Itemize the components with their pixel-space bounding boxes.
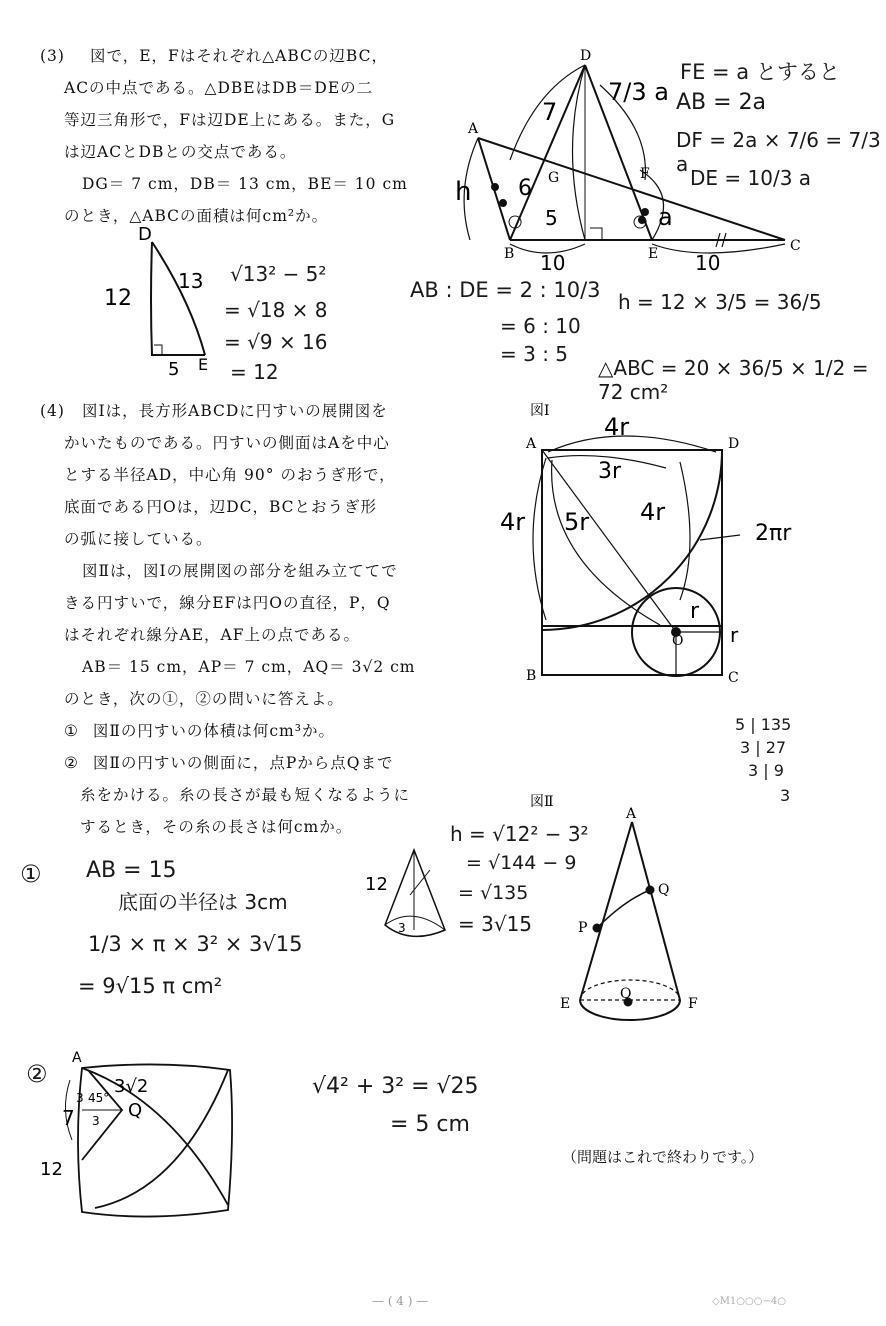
q3-tri-d: D [138,224,152,245]
q3-number: (3) [40,47,65,65]
q4-sub2-line-2: 糸をかける。糸の長さが最も短くなるように [80,786,411,804]
q4-sub2-line-1: 図Ⅱの円すいの側面に，点Pから点Qまで [92,754,394,772]
q3-label-f: F [640,166,650,182]
q2-sketch [65,1064,232,1216]
small-cone-3: 3 [398,921,406,935]
fig1-title: 図Ⅰ [530,403,550,419]
q4-line-9: AB＝ 15 cm，AP＝ 7 cm，AQ＝ 3√2 cm [82,658,416,676]
small-cone-sketch [385,850,445,936]
q4-div-3: 3 | 9 [748,761,784,780]
q3-note-de: DE = 10/3 a [690,166,812,190]
small-cone-12: 12 [365,874,388,895]
page-number: — ( 4 ) — [372,1294,429,1308]
q4-sub2-line-3: するとき，その糸の長さは何cmか。 [80,818,353,836]
q2-sketch-7: 7 [62,1106,75,1130]
fig1-label-d: D [728,436,740,452]
q4-line-1: 図Ⅰは，長方形ABCDに円すいの展開図を [82,402,388,420]
q2-sketch-3b: 3 [92,1114,100,1128]
q3-label-c: C [790,238,801,254]
q3-ratio-1: AB : DE = 2 : 10/3 [410,278,601,302]
q3-tri-e: E [198,355,209,374]
q2-sketch-q: Q [128,1100,143,1121]
fig2-label-f: F [688,996,698,1012]
h-calc-1: h = √12² − 3² [450,822,589,846]
fig2-label-a: A [626,806,637,822]
q2-sketch-3a: 3 [76,1091,84,1105]
q4-line-4: 底面である円Oは，辺DC，BCとおうぎ形 [64,498,378,516]
q4-line-10: のとき，次の①，②の問いに答えよ。 [64,690,344,708]
q3-note-df: DF = 2a × 7/6 = 7/3 a [676,128,881,176]
fig2-label-o: O [620,986,632,1002]
q4-line-3: とする半径AD，中心角 90° のおうぎ形で， [64,466,396,484]
ans1-ab15: AB = 15 [86,858,177,883]
ans2-length: = 5 cm [390,1112,470,1137]
q3-fig-7: 7 [542,98,558,126]
q3-fig-10b: 10 [695,251,721,275]
q3-tri-13: 13 [178,269,204,293]
q3-fig-73a: 7/3 a [608,78,669,106]
ans1-mark: ① [20,860,42,888]
fig1-note-4r-mid: 4r [640,498,666,526]
q3-note-fe: FE = a とすると [680,60,840,84]
ans2-pythagoras: √4² + 3² = √25 [312,1074,479,1099]
q3-fig-6: 6 [518,176,532,201]
document-code: ◇M1○○○−4○ [712,1296,786,1307]
q4-sub1-mark: ① [64,722,79,740]
fig1-note-r2: r [730,623,739,647]
fig1-note-5r: 5r [564,508,590,536]
q3-ratio-3: = 3 : 5 [500,342,569,366]
q3-label-b: B [504,246,515,262]
end-note: （問題はこれで終わりです。） [562,1148,764,1166]
q3-fig-10a: 10 [540,251,566,275]
q4-sub1-text: 図Ⅱの円すいの体積は何cm³か。 [92,722,335,740]
q4-line-2: かいたものである。円すいの側面はAを中心 [64,434,390,452]
fig2-label-p: P [578,920,588,936]
fig1-label-a: A [526,436,537,452]
q4-number: (4) [40,402,65,420]
q3-note-area: △ABC = 20 × 36/5 × 1/2 = 72 cm² [598,356,869,404]
q2-sketch-12: 12 [40,1159,63,1180]
q3-label-a: A [468,121,479,137]
q4-line-8: はそれぞれ線分AE，AF上の点である。 [64,626,360,644]
fig2-label-q: Q [658,882,670,898]
q3-calc-1: √13² − 5² [230,262,327,286]
q4-div-4: 3 [780,786,791,805]
q2-sketch-45: 45° [88,1091,110,1105]
q3-line-4: は辺ACとDBとの交点である。 [64,143,297,161]
fig1-note-r: r [690,599,700,624]
fig1-label-c: C [728,670,739,686]
ans1-volume: 1/3 × π × 3² × 3√15 [88,932,303,956]
q3-note-ab: AB = 2a [676,90,767,115]
q4-line-7: きる円すいで，線分EFは円Oの直径，P，Q [64,594,391,612]
q3-ratio-2: = 6 : 10 [500,314,581,338]
q2-sketch-32: 3√2 [114,1076,149,1097]
h-calc-2: = √144 − 9 [466,852,577,874]
q3-line-1: 図で，E，Fはそれぞれ△ABCの辺BC， [90,47,388,65]
q4-div-2: 3 | 27 [740,738,787,757]
fig1-label-b: B [526,668,537,684]
h-calc-3: = √135 [458,882,529,904]
ans2-mark: ② [26,1060,48,1088]
fig1-rectangle [533,436,740,676]
q2-sketch-a: A [72,1050,82,1066]
q3-label-d: D [580,48,592,64]
q4-div-1: 5 | 135 [735,715,792,734]
q4-line-6: 図Ⅱは，図Ⅰの展開図の部分を組み立ててで [82,562,398,580]
q3-line-2: ACの中点である。△DBEはDB＝DEの二 [64,79,374,97]
fig1-label-o: O [672,633,684,649]
q3-fig-5: 5 [545,206,558,230]
q3-calc-3: = √9 × 16 [224,330,328,354]
ans1-radius: 底面の半径は 3cm [118,890,288,914]
q3-label-g: G [548,170,560,186]
q3-right-triangle-sketch [151,242,205,355]
q3-fig-a: a [658,203,673,231]
q4-line-5: の弧に接している。 [64,530,213,548]
q3-line-5: DG＝ 7 cm，DB＝ 13 cm，BE＝ 10 cm [82,175,408,193]
q3-calc-4: = 12 [230,360,279,384]
q3-calc-2: = √18 × 8 [224,298,328,322]
q3-line-6: のとき，△ABCの面積は何cm²か。 [64,207,329,225]
h-calc-4: = 3√15 [458,912,533,936]
fig2-title: 図Ⅱ [530,794,554,810]
fig1-note-arc: 2πr [755,521,792,546]
q3-fig-h: h [455,177,472,207]
ans1-volume-answer: = 9√15 π cm² [78,974,223,998]
fig1-note-4r-top: 4r [604,413,630,441]
q4-sub2-mark: ② [64,754,79,772]
fig2-label-e: E [560,996,571,1012]
q3-tri-12: 12 [104,286,132,311]
fig1-note-3r: 3r [598,459,622,484]
q3-tri-5: 5 [168,359,180,380]
q3-note-h: h = 12 × 3/5 = 36/5 [618,290,822,314]
q3-line-3: 等辺三角形で，Fは辺DE上にある。また，G [64,111,396,129]
q3-label-e: E [648,246,659,262]
fig1-note-4r-left: 4r [500,508,526,536]
